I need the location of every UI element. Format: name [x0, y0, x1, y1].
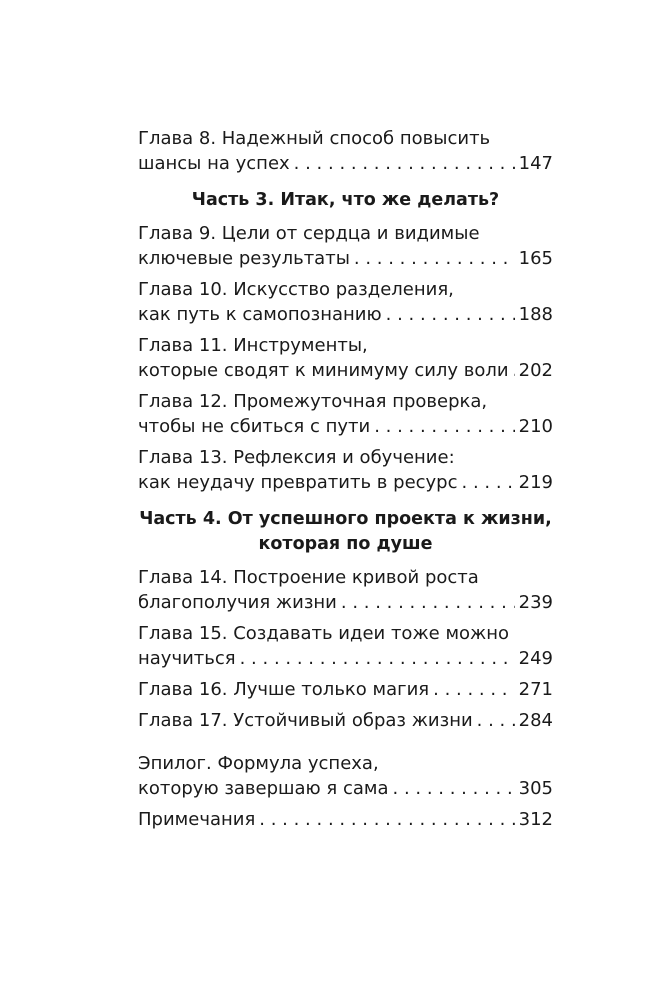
dot-leader	[462, 470, 515, 495]
page-number: 249	[518, 648, 553, 669]
table-of-contents	[138, 126, 553, 838]
entry-title-cont: благополучия жизни	[138, 592, 337, 613]
entry-title-cont: ключевые результаты	[138, 248, 350, 269]
entry-title: Эпилог. Формула успеха,	[138, 753, 379, 774]
toc-entry-chapter-16[interactable]	[138, 677, 553, 702]
page-number: 188	[518, 304, 553, 325]
toc-entry-epilogue[interactable]	[138, 751, 553, 801]
page-number: 284	[518, 710, 553, 731]
page-number: 210	[518, 416, 553, 437]
toc-entry-chapter-10[interactable]	[138, 277, 553, 327]
entry-title: Глава 12. Промежуточная проверка,	[138, 391, 488, 412]
page-number: 305	[518, 778, 553, 799]
page-number: 219	[518, 472, 553, 493]
entry-title: Глава 11. Инструменты,	[138, 335, 368, 356]
part-title: Часть 4. От успешного проекта к жизни,	[139, 509, 552, 529]
toc-entry-chapter-17[interactable]	[138, 708, 553, 733]
part-title: Часть 3. Итак, что же делать?	[191, 190, 500, 210]
entry-title: Глава 8. Надежный способ повысить	[138, 128, 491, 149]
entry-title: Глава 9. Цели от сердца и видимые	[138, 223, 480, 244]
entry-title: Глава 10. Искусство разделения,	[138, 279, 454, 300]
page-number: 165	[518, 248, 553, 269]
toc-entry-chapter-9[interactable]	[138, 221, 553, 271]
entry-title-cont: как неудачу превратить в ресурс	[138, 472, 458, 493]
toc-entry-chapter-13[interactable]	[138, 445, 553, 495]
toc-entry-chapter-15[interactable]	[138, 621, 553, 671]
toc-entry-notes[interactable]	[138, 807, 553, 832]
toc-entry-chapter-12[interactable]	[138, 389, 553, 439]
page-number: 239	[518, 592, 553, 613]
entry-title-cont: шансы на успех	[138, 153, 290, 174]
dot-leader	[294, 151, 515, 176]
entry-title-cont: которую завершаю я сама	[138, 778, 389, 799]
entry-title-cont: чтобы не сбиться с пути	[138, 416, 371, 437]
part-3-heading	[138, 188, 553, 213]
page-number: 202	[518, 360, 553, 381]
entry-title: Глава 15. Создавать идеи тоже можно	[138, 623, 510, 644]
dot-leader	[386, 302, 515, 327]
dot-leader	[341, 590, 515, 615]
entry-title-cont: как путь к самопознанию	[138, 304, 382, 325]
part-title-cont: которая по душе	[258, 534, 433, 554]
toc-entry-chapter-14[interactable]	[138, 565, 553, 615]
dot-leader	[513, 358, 515, 383]
dot-leader	[240, 646, 515, 671]
page-number: 271	[518, 679, 553, 700]
toc-entry-chapter-11[interactable]	[138, 333, 553, 383]
entry-title-cont: которые сводят к минимуму силу воли	[138, 360, 509, 381]
entry-title: Примечания	[138, 809, 256, 830]
entry-title: Глава 16. Лучше только магия	[138, 679, 430, 700]
entry-title: Глава 14. Построение кривой роста	[138, 567, 479, 588]
toc-entry-chapter-8[interactable]	[138, 126, 553, 176]
page-number: 147	[518, 153, 553, 174]
entry-title: Глава 13. Рефлексия и обучение:	[138, 447, 455, 468]
dot-leader	[374, 414, 514, 439]
page-number: 312	[518, 809, 553, 830]
dot-leader	[259, 807, 514, 832]
dot-leader	[354, 246, 515, 271]
entry-title-cont: научиться	[138, 648, 236, 669]
dot-leader	[477, 708, 515, 733]
dot-leader	[433, 677, 515, 702]
part-4-heading	[138, 507, 553, 557]
entry-title: Глава 17. Устойчивый образ жизни	[138, 710, 473, 731]
dot-leader	[393, 776, 515, 801]
